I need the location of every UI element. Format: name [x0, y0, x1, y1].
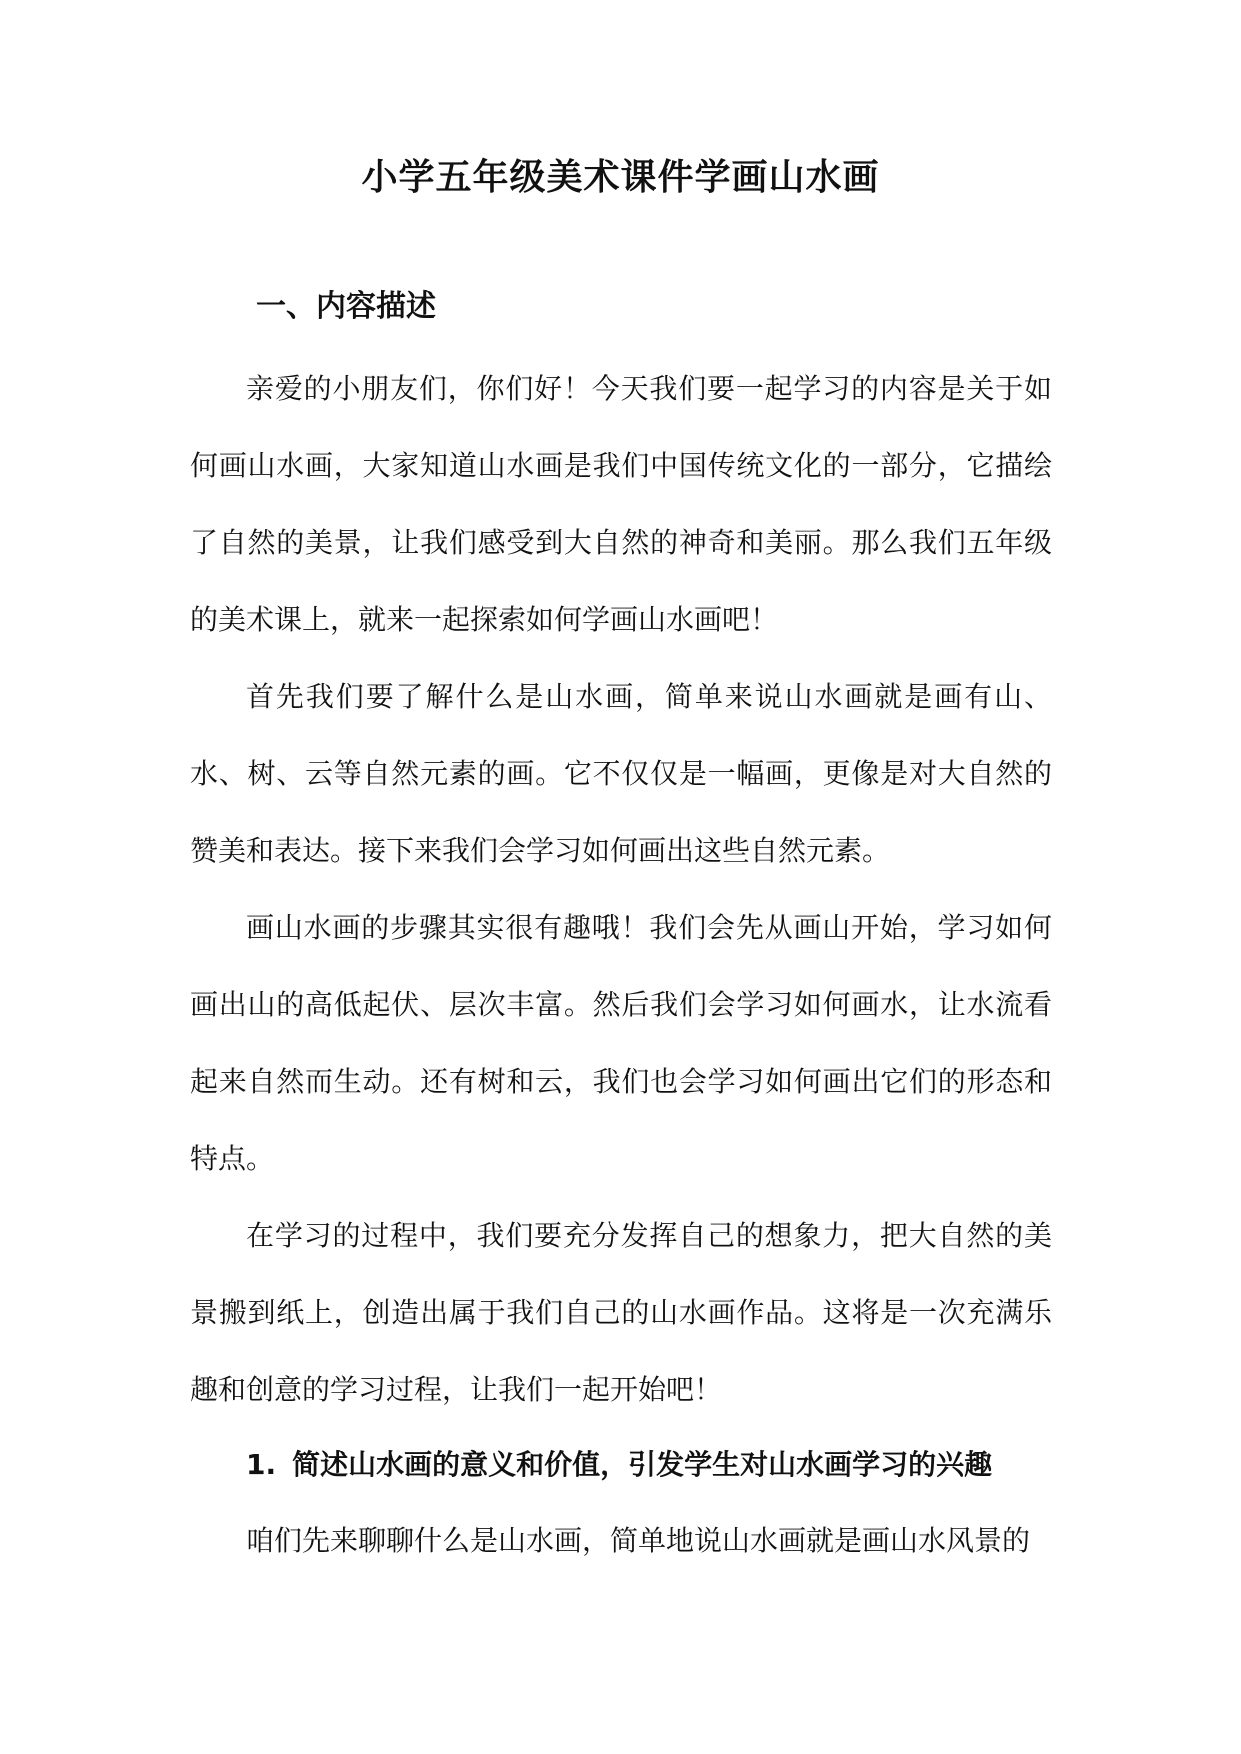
section-heading: 一、内容描述: [256, 289, 436, 324]
subheading: [246, 1442, 992, 1488]
subheading-text: 简述山水画的意义和价值，引发学生对山水画学习的兴趣: [292, 1448, 993, 1481]
document-title: 小学五年级美术课件学画山水画: [361, 157, 880, 198]
subheading-number: 1.: [246, 1448, 277, 1481]
paragraph: 咱们先来聊聊什么是山水画，简单地说山水画就是画山水风景的: [246, 1524, 1031, 1557]
paragraph: 首先我们要了解什么是山水画，简单来说山水画就是画有山、水、树、云等自然元素的画。它不仅仅是一幅画，更像是对大自然的赞美和表达。接下来我们会学习如何画出这些自然元素。: [190, 680, 1052, 867]
paragraph: 在学习的过程中，我们要充分发挥自己的想象力，把大自然的美景搬到纸上，创造出属于我们自己的山水画作品。这将是一次充满乐趣和创意的学习过程，让我们一起开始吧！: [190, 1219, 1052, 1406]
paragraph: 亲爱的小朋友们，你们好！今天我们要一起学习的内容是关于如何画山水画，大家知道山水画是我们中国传统文化的一部分，它描绘了自然的美景，让我们感受到大自然的神奇和美丽。那么我们五年级的美术课上，就来一起探索如何学画山水画吧！: [190, 372, 1052, 636]
subsection-body: [190, 1502, 1052, 1579]
paragraph: 画山水画的步骤其实很有趣哦！我们会先从画山开始，学习如何画出山的高低起伏、层次丰富。然后我们会学习如何画水，让水流看起来自然而生动。还有树和云，我们也会学习如何画出它们的形态和特点。: [190, 911, 1052, 1175]
section-body: [190, 350, 1052, 1428]
